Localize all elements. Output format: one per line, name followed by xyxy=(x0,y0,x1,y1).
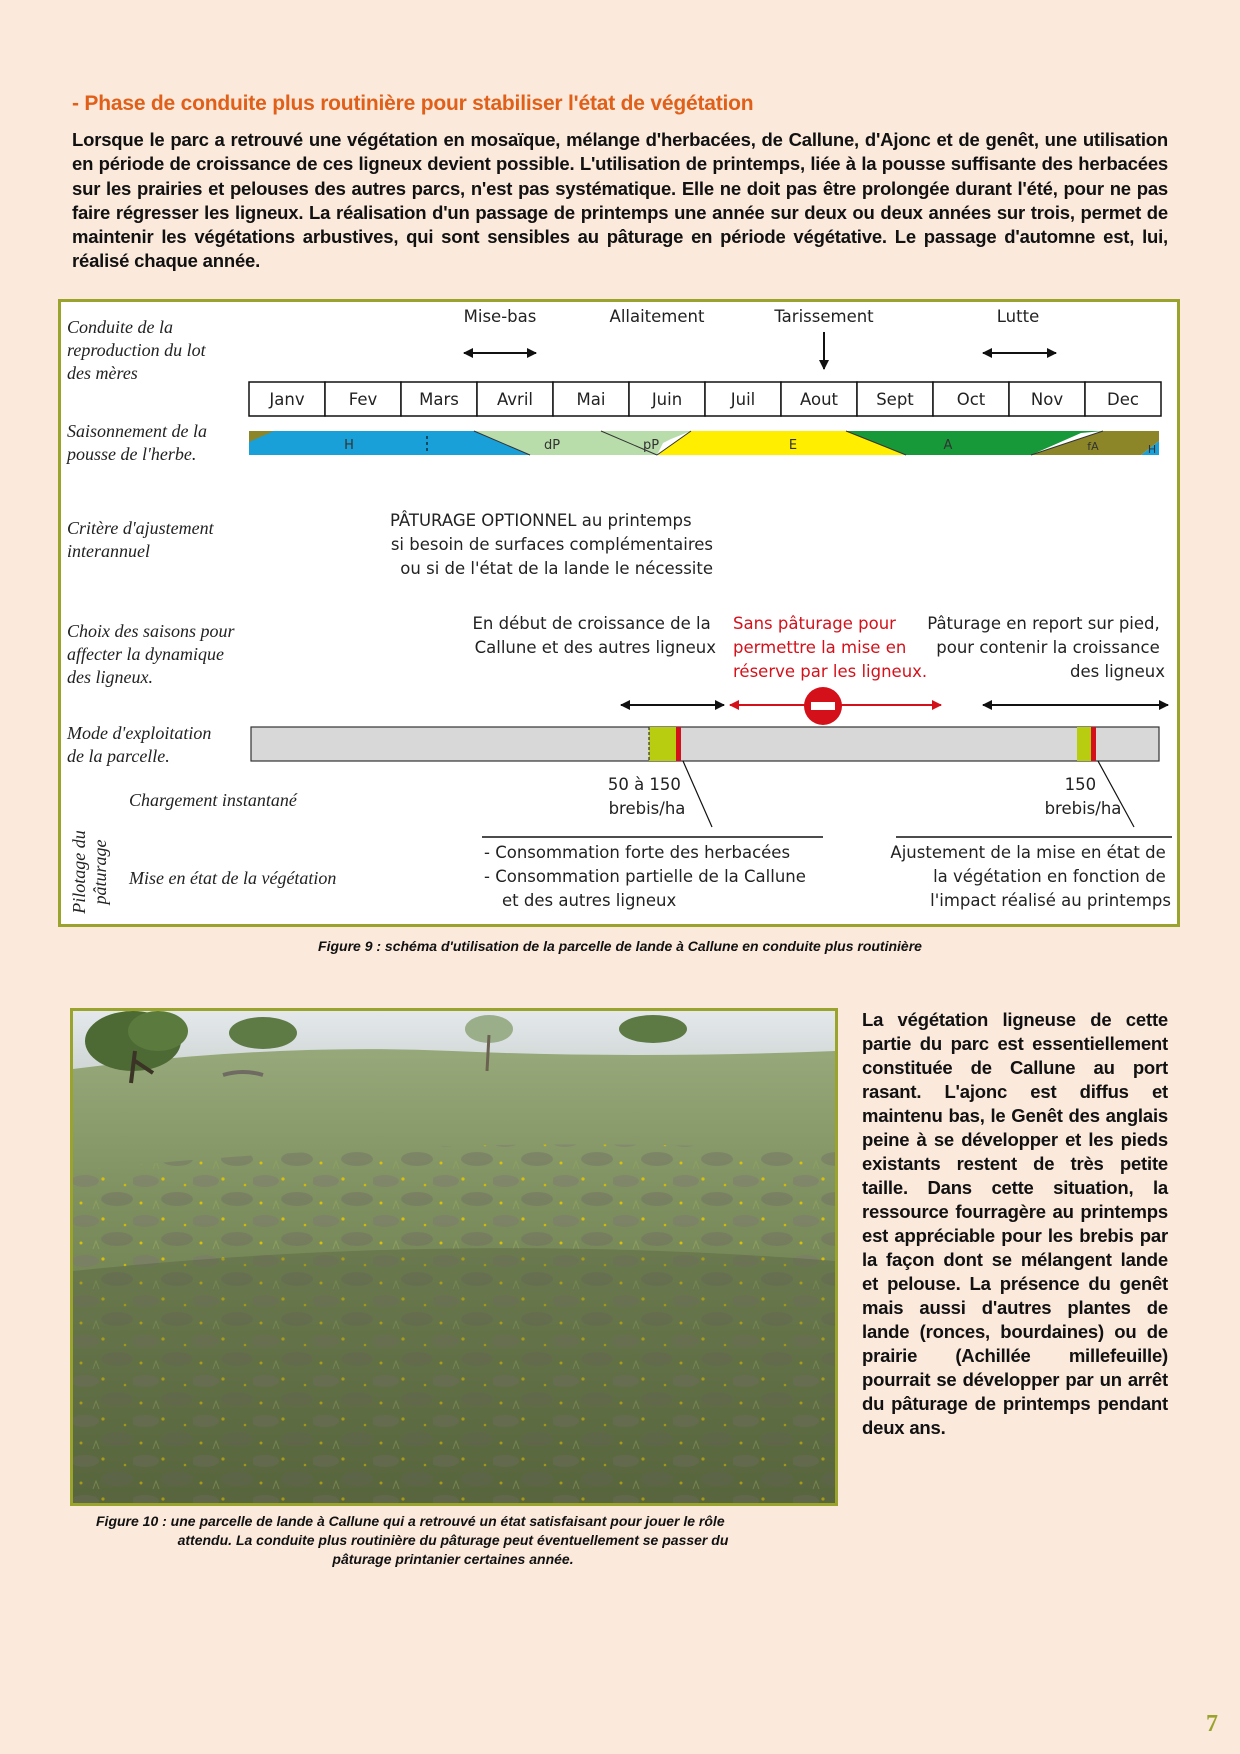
season-dp: dP xyxy=(543,438,561,453)
season-pp: pP xyxy=(642,438,660,453)
spring-grazing-end xyxy=(676,727,681,761)
side-paragraph: La végétation ligneuse de cette partie du parc est essentiellement constituée de Callune au port rasant. L'ajonc est diffus et maintenu bas, le Genêt des anglais peine à se développer et les pieds existants restent de très petite taille. Dans cette situation, la ressource fourragère au printemps est appréciable pour les brebis par la façon dont se mélangent lande et pelouse. La présence du genêt mais aussi d'autres plantes de lande (ronces, bourdaines) ou de prairie (Achillée millefeuille) pourrait se développer par un arrêt du pâturage de printemps pendant deux ans. xyxy=(862,1009,1168,1438)
exploitation-bar xyxy=(251,727,1159,761)
critere-line-1: PÂTURAGE OPTIONNEL au printemps xyxy=(390,511,692,530)
label-saisonnement: Saisonnement de la pousse de l'herbe. xyxy=(67,421,207,464)
month-label: Aout xyxy=(799,390,839,409)
label-choix-saisons: Choix des saisons pour affecter la dynamique des ligneux. xyxy=(67,621,235,687)
month-label: Juil xyxy=(730,390,756,409)
season-fa: fA xyxy=(1087,440,1099,453)
intro-paragraph: Lorsque le parc a retrouvé une végétation en mosaïque, mélange d'herbacées, de Callune, d'Ajonc et de genêt, une utilisation en période de croissance de ces ligneux devient possible. L'utilisation de printemps, liée à la pousse suffisante des herbacées sur les prairies et pelouses des autres parcs, n'est pas systématique. Elle ne doit pas être prolongée durant l'été, pour ne pas faire régresser les ligneux. La réalisation d'un passage de printemps une année sur deux ou deux années sur trois, permet de maintenir les végétations arbustives, qui sont sensibles au pâturage en période végétative. Le passage d'automne est, lui, réalisé chaque année. xyxy=(72,129,1168,272)
charge-left-leader xyxy=(683,761,712,827)
label-pilotage-1: Pilotage du xyxy=(69,830,89,914)
autumn-grazing-end xyxy=(1091,727,1096,761)
heathland-photo-illustration xyxy=(73,1011,835,1503)
autumn-grazing-block xyxy=(1077,727,1091,761)
month-label: Oct xyxy=(956,390,986,409)
month-label: Dec xyxy=(1107,390,1139,409)
charge-left: 50 à 150 brebis/ha xyxy=(607,775,686,818)
month-label: Avril xyxy=(496,390,534,409)
month-label: Janv xyxy=(269,390,305,409)
season-band xyxy=(249,431,1159,456)
event-lutte: Lutte xyxy=(996,307,1040,326)
season-e: E xyxy=(788,438,798,453)
figure-10-photo xyxy=(70,1008,838,1506)
label-pilotage-2: pâturage xyxy=(90,839,110,905)
figure-9-diagram xyxy=(58,299,1180,927)
month-label: Sept xyxy=(876,390,914,409)
month-label: Mai xyxy=(576,390,606,409)
event-tarissement: Tarissement xyxy=(774,307,874,326)
month-label: Juin xyxy=(651,390,683,409)
spring-grazing-block xyxy=(649,727,676,761)
charge-right: 150 brebis/ha xyxy=(1044,775,1122,818)
far-bush-icon xyxy=(619,1015,687,1043)
month-label: Mars xyxy=(419,390,459,409)
month-label: Fev xyxy=(348,390,378,409)
season-a: A xyxy=(943,438,953,453)
event-allaitement: Allaitement xyxy=(609,307,705,326)
mise-left-text: - Consommation forte des herbacées - Consommation partielle de la Callune et des autres ligneux xyxy=(484,843,806,910)
choix-left-text: En début de croissance de la Callune et des autres ligneux xyxy=(472,614,716,657)
label-chargement: Chargement instantané xyxy=(129,790,297,810)
figure-9-caption: Figure 9 : schéma d'utilisation de la parcelle de lande à Callune en conduite plus routinière xyxy=(318,938,922,954)
no-entry-bar xyxy=(811,702,835,710)
page-number: 7 xyxy=(1206,1711,1218,1737)
choix-right-text: Pâturage en report sur pied, pour contenir la croissance des ligneux xyxy=(927,614,1165,681)
label-mode-exploitation: Mode d'exploitation de la parcelle. xyxy=(67,723,212,766)
section-heading: - Phase de conduite plus routinière pour stabiliser l'état de végétation xyxy=(72,92,754,115)
season-h-end: H xyxy=(1147,443,1157,456)
critere-line-2: si besoin de surfaces complémentaires xyxy=(390,535,713,554)
mise-right-text: Ajustement de la mise en état de la végétation en fonction de l'impact réalisé au printemps xyxy=(890,843,1171,910)
choix-mid-text: Sans pâturage pour permettre la mise en réserve par les ligneux. xyxy=(733,614,928,681)
label-reproduction: Conduite de la reproduction du lot des mères xyxy=(67,317,206,383)
figure-9-svg xyxy=(61,302,1177,924)
label-critere: Critère d'ajustement interannuel xyxy=(67,518,214,561)
event-misebas: Mise-bas xyxy=(463,307,537,326)
month-label: Nov xyxy=(1030,390,1064,409)
season-h: H xyxy=(344,438,354,453)
label-mise-en-etat: Mise en état de la végétation xyxy=(129,868,337,888)
critere-line-3: ou si de l'état de la lande le nécessite xyxy=(400,559,713,578)
bush-icon xyxy=(229,1017,297,1049)
figure-10-caption: Figure 10 : une parcelle de lande à Callune qui a retrouvé un état satisfaisant pour jouer le rôle attendu. La conduite plus routinière du pâturage peut éventuellement se passer du pâturage printanier certaines année. xyxy=(96,1513,729,1567)
months-row xyxy=(249,382,1161,416)
